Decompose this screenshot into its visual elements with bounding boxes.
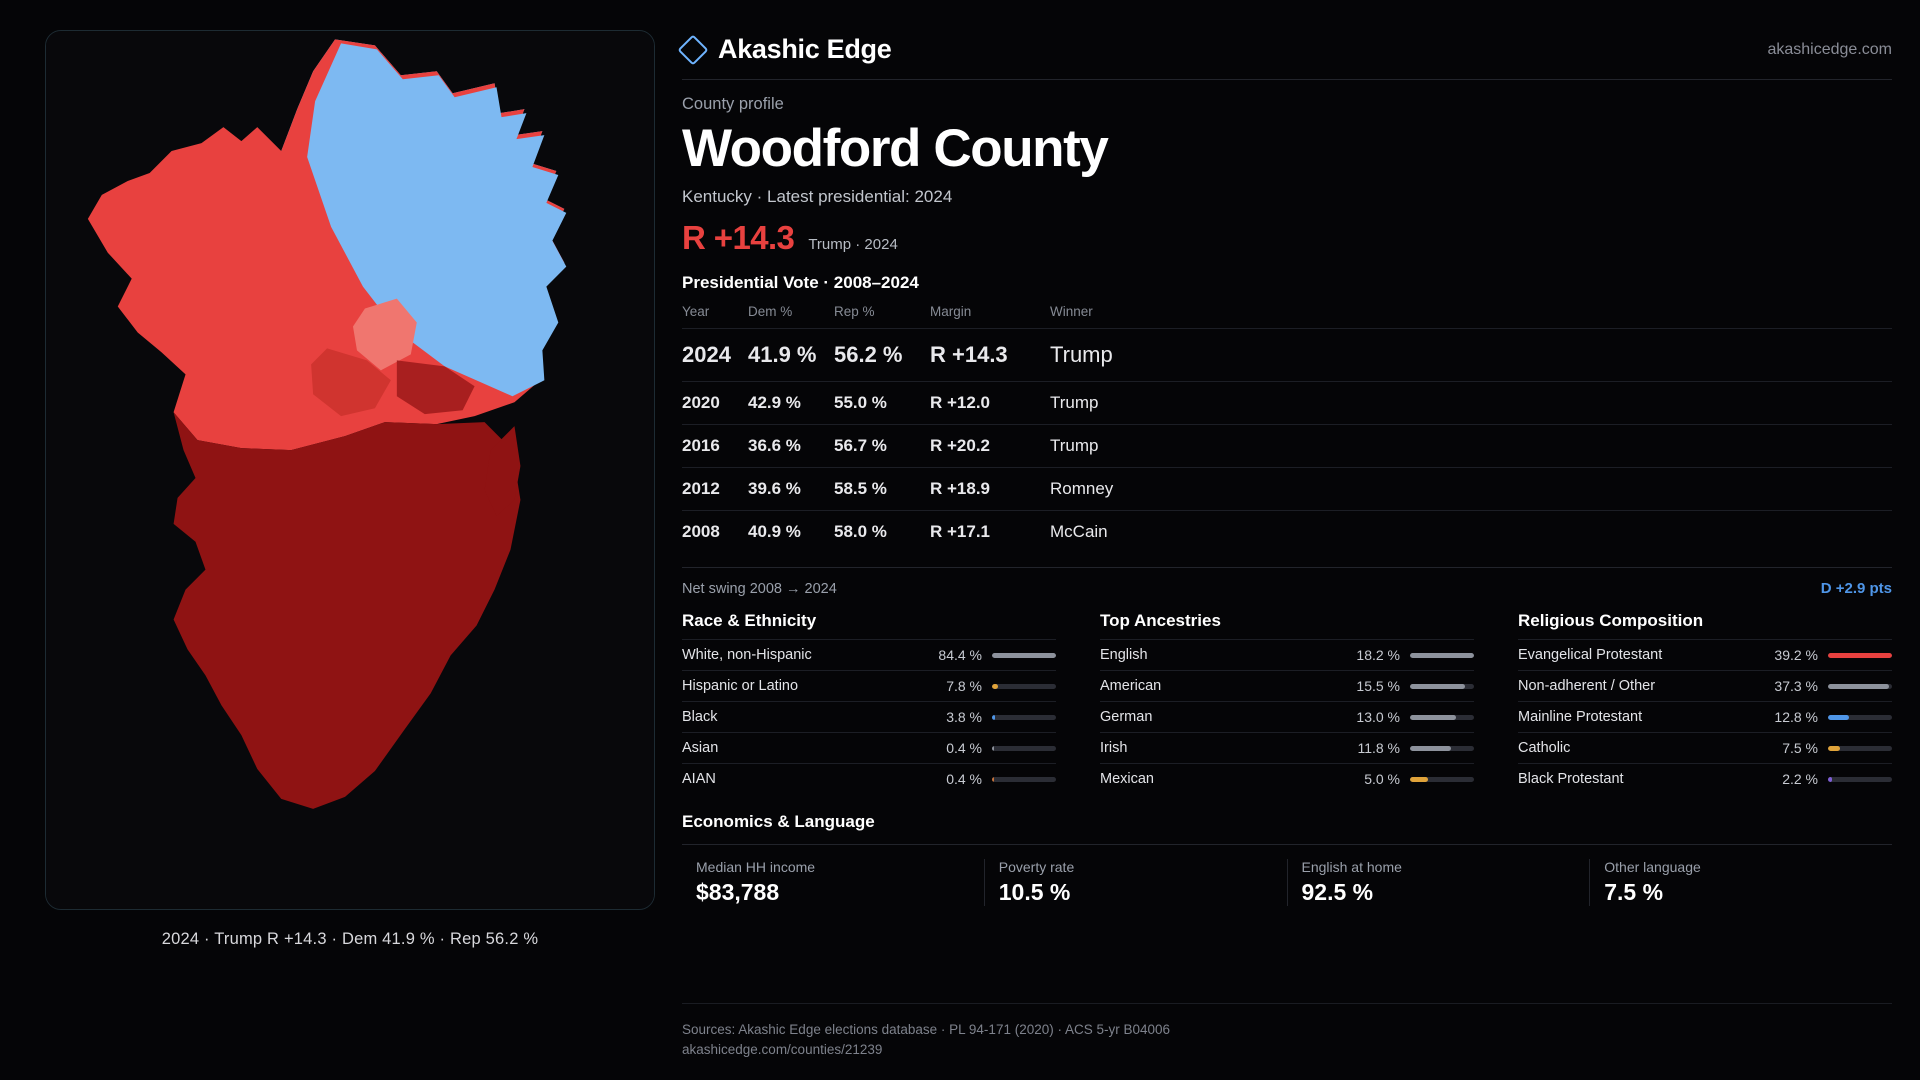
- table-row: [682, 425, 1892, 468]
- col-rep: Rep %: [834, 304, 875, 320]
- ancestry-value: 15.5 %: [1356, 678, 1400, 695]
- religion-bar: [1828, 653, 1892, 658]
- race-value: 3.8 %: [946, 709, 982, 726]
- ancestry-label: Irish: [1100, 740, 1128, 757]
- list-item: [682, 763, 1056, 794]
- race-value: 0.4 %: [946, 740, 982, 757]
- religion-label: Black Protestant: [1518, 771, 1624, 788]
- cell-winner: McCain: [1050, 511, 1892, 554]
- cell-year: 2012: [682, 468, 748, 511]
- religion-label: Evangelical Protestant: [1518, 647, 1663, 664]
- race-title: Race & Ethnicity: [682, 611, 817, 631]
- page-subtitle: Kentucky · Latest presidential: 2024: [682, 187, 953, 207]
- net-swing-row: [682, 567, 1892, 597]
- race-value: 7.8 %: [946, 678, 982, 695]
- profile-panel: [682, 30, 1892, 1060]
- brand-left: [682, 34, 891, 65]
- ancestry-title: Top Ancestries: [1100, 611, 1221, 631]
- brand-bar: [682, 34, 1892, 80]
- cell-year: 2008: [682, 511, 748, 554]
- cell-rep: 55.0 %: [834, 382, 930, 425]
- ancestry-column: [1100, 611, 1474, 794]
- race-value: 0.4 %: [946, 771, 982, 788]
- demographics-grid: [682, 611, 1892, 794]
- list-item: [1518, 732, 1892, 763]
- stat-card: [1287, 859, 1590, 906]
- cell-dem: 36.6 %: [748, 425, 834, 468]
- stat-label: Other language: [1604, 859, 1701, 876]
- ancestry-bar: [1410, 746, 1474, 751]
- religion-value: 39.2 %: [1774, 647, 1818, 664]
- list-item: [1100, 670, 1474, 701]
- religion-label: Mainline Protestant: [1518, 709, 1643, 726]
- race-bar: [992, 684, 1056, 689]
- cell-winner: Trump: [1050, 382, 1892, 425]
- race-ethnicity-column: [682, 611, 1056, 794]
- list-item: [1100, 732, 1474, 763]
- list-item: [1518, 763, 1892, 794]
- ancestry-label: American: [1100, 678, 1162, 695]
- footer-url[interactable]: akashicedge.com/counties/21239: [682, 1041, 883, 1057]
- stat-value: $83,788: [696, 879, 780, 906]
- page-title: Woodford County: [682, 119, 1108, 178]
- footer: [682, 1003, 1892, 1061]
- stat-label: English at home: [1301, 859, 1402, 876]
- table-header-row: [682, 304, 1892, 329]
- cell-dem: 41.9 %: [748, 329, 834, 382]
- cell-dem: 40.9 %: [748, 511, 834, 554]
- diamond-icon: [677, 34, 708, 65]
- votes-section-title: Presidential Vote · 2008–2024: [682, 273, 919, 293]
- cell-dem: 42.9 %: [748, 382, 834, 425]
- table-row: [682, 511, 1892, 554]
- stat-value: 7.5 %: [1604, 879, 1664, 906]
- stat-card: [682, 859, 984, 906]
- ancestry-bar: [1410, 653, 1474, 658]
- ancestry-label: Mexican: [1100, 771, 1154, 788]
- col-winner: Winner: [1050, 304, 1093, 320]
- col-margin: Margin: [930, 304, 972, 320]
- cell-margin: R +14.3: [930, 329, 1050, 382]
- ancestry-value: 11.8 %: [1357, 740, 1400, 757]
- stat-value: 10.5 %: [998, 879, 1071, 906]
- table-row: [682, 468, 1892, 511]
- county-map-svg: [46, 31, 654, 909]
- net-swing-label: Net swing 2008 → 2024: [682, 580, 837, 597]
- religion-bar: [1828, 746, 1892, 751]
- stat-card: [984, 859, 1287, 906]
- race-label: White, non-Hispanic: [682, 647, 812, 664]
- cell-year: 2020: [682, 382, 748, 425]
- race-bar: [992, 746, 1056, 751]
- list-item: [682, 639, 1056, 670]
- headline-margin-value: R +14.3: [682, 219, 795, 257]
- religion-value: 7.5 %: [1782, 740, 1818, 757]
- ancestry-value: 5.0 %: [1364, 771, 1400, 788]
- headline-margin: [682, 219, 1892, 257]
- cell-margin: R +20.2: [930, 425, 1050, 468]
- cell-year: 2024: [682, 329, 748, 382]
- footer-sources: Sources: Akashic Edge elections database · PL 94-171 (2020) · ACS 5-yr B04006: [682, 1021, 1171, 1037]
- col-year: Year: [682, 304, 710, 320]
- ancestry-bar: [1410, 777, 1474, 782]
- race-label: Hispanic or Latino: [682, 678, 799, 695]
- ancestry-value: 18.2 %: [1356, 647, 1400, 664]
- cell-margin: R +18.9: [930, 468, 1050, 511]
- brand-domain: akashicedge.com: [1767, 40, 1892, 58]
- brand-name: Akashic Edge: [718, 34, 892, 64]
- cell-dem: 39.6 %: [748, 468, 834, 511]
- county-map-card[interactable]: [45, 30, 655, 910]
- page-eyebrow: County profile: [682, 95, 784, 113]
- race-bar: [992, 653, 1056, 658]
- religion-label: Non-adherent / Other: [1518, 678, 1656, 695]
- race-bar: [992, 777, 1056, 782]
- religion-label: Catholic: [1518, 740, 1571, 757]
- cell-rep: 56.2 %: [834, 329, 930, 382]
- religion-bar: [1828, 715, 1892, 720]
- stat-card: [1589, 859, 1892, 906]
- religion-column: [1518, 611, 1892, 794]
- ancestry-label: German: [1100, 709, 1153, 726]
- headline-margin-note: Trump · 2024: [808, 236, 898, 254]
- stat-label: Poverty rate: [998, 859, 1075, 876]
- list-item: [682, 701, 1056, 732]
- religion-value: 12.8 %: [1774, 709, 1818, 726]
- table-row: [682, 329, 1892, 382]
- list-item: [1518, 639, 1892, 670]
- race-label: Black: [682, 709, 718, 726]
- net-swing-value: D +2.9 pts: [1820, 580, 1892, 598]
- race-label: AIAN: [682, 771, 716, 788]
- ancestry-label: English: [1100, 647, 1148, 664]
- race-value: 84.4 %: [938, 647, 982, 664]
- list-item: [682, 670, 1056, 701]
- cell-year: 2016: [682, 425, 748, 468]
- stat-label: Median HH income: [696, 859, 816, 876]
- cell-rep: 58.0 %: [834, 511, 930, 554]
- list-item: [1100, 639, 1474, 670]
- cell-rep: 58.5 %: [834, 468, 930, 511]
- cell-margin: R +17.1: [930, 511, 1050, 554]
- religion-title: Religious Composition: [1518, 611, 1704, 631]
- religion-value: 37.3 %: [1774, 678, 1818, 695]
- map-caption: 2024 · Trump R +14.3 · Dem 41.9 % · Rep 56.2 %: [161, 930, 539, 948]
- cell-winner: Trump: [1050, 329, 1892, 382]
- col-dem: Dem %: [748, 304, 793, 320]
- race-bar: [992, 715, 1056, 720]
- stat-value: 92.5 %: [1301, 879, 1374, 906]
- list-item: [1518, 670, 1892, 701]
- list-item: [1100, 763, 1474, 794]
- religion-value: 2.2 %: [1782, 771, 1818, 788]
- economics-grid: [682, 844, 1892, 906]
- cell-rep: 56.7 %: [834, 425, 930, 468]
- ancestry-bar: [1410, 715, 1474, 720]
- presidential-vote-table: [682, 304, 1892, 553]
- religion-bar: [1828, 777, 1892, 782]
- table-row: [682, 382, 1892, 425]
- map-column: [40, 30, 660, 1060]
- religion-bar: [1828, 684, 1892, 689]
- list-item: [682, 732, 1056, 763]
- race-label: Asian: [682, 740, 719, 757]
- ancestry-bar: [1410, 684, 1474, 689]
- cell-winner: Trump: [1050, 425, 1892, 468]
- ancestry-value: 13.0 %: [1356, 709, 1400, 726]
- cell-winner: Romney: [1050, 468, 1892, 511]
- economics-title: Economics & Language: [682, 812, 875, 832]
- list-item: [1518, 701, 1892, 732]
- cell-margin: R +12.0: [930, 382, 1050, 425]
- list-item: [1100, 701, 1474, 732]
